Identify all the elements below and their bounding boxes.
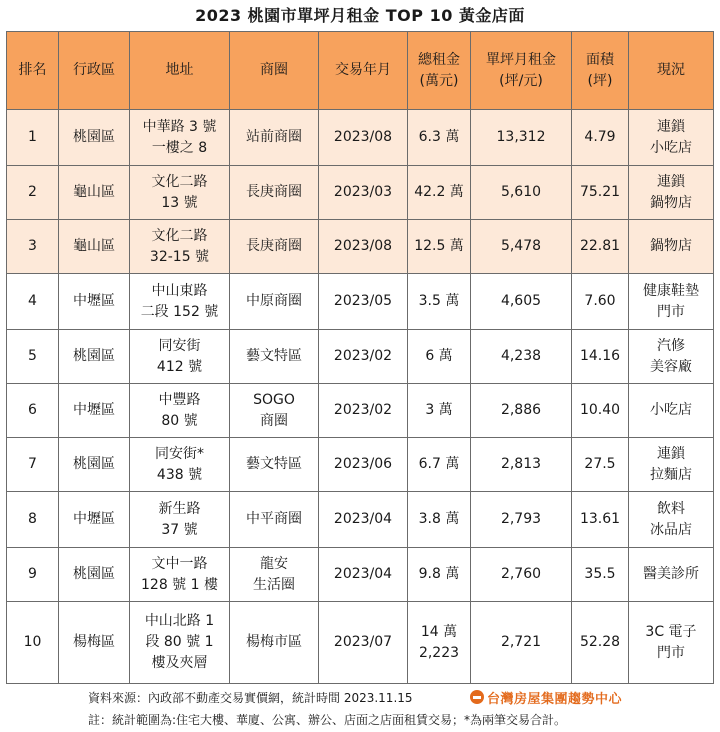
cell-address — [130, 274, 230, 330]
cell-address — [130, 166, 230, 220]
cell-total — [408, 492, 471, 548]
cell-address-line: 段 80 號 1 — [145, 634, 214, 650]
header-perping — [471, 32, 572, 110]
cell-date-line: 2023/02 — [333, 402, 393, 418]
cell-rank-line: 1 — [28, 129, 37, 145]
cell-size — [572, 110, 629, 166]
cell-district-line: 桃園區 — [73, 456, 115, 472]
cell-total-line: 2,223 — [418, 644, 460, 661]
cell-perping — [471, 438, 572, 492]
table-header-row — [7, 32, 714, 110]
cell-size-line: 75.21 — [579, 184, 621, 200]
cell-perping — [471, 330, 572, 384]
cell-size-line: 14.16 — [579, 348, 621, 364]
cell-area-line: 站前商圈 — [246, 129, 302, 145]
cell-status-line: 連鎖 — [657, 118, 685, 135]
header-total-line: 總租金 — [418, 51, 460, 68]
cell-total-line: 6.3 萬 — [418, 129, 460, 145]
header-address-line: 地址 — [165, 62, 194, 78]
header-status — [629, 32, 714, 110]
cell-date — [319, 492, 408, 548]
cell-district-line: 桃園區 — [73, 566, 115, 582]
cell-area — [230, 166, 319, 220]
cell-status — [629, 548, 714, 602]
page-title: 2023 桃園市單坪月租金 TOP 10 黃金店面 — [195, 6, 525, 25]
cell-rank-line: 6 — [28, 402, 37, 418]
cell-address-line: 新生路 — [158, 500, 201, 517]
cell-rank — [7, 166, 59, 220]
cell-area — [230, 602, 319, 684]
cell-perping-line: 4,238 — [500, 348, 542, 364]
table-row — [7, 166, 714, 220]
cell-status-line: 健康鞋墊 — [643, 282, 699, 299]
header-district-line: 行政區 — [73, 62, 115, 78]
cell-area-line: 中原商圈 — [246, 293, 302, 309]
cell-status-line: 門市 — [657, 303, 685, 320]
cell-perping-line: 13,312 — [496, 129, 546, 145]
header-status-line: 現況 — [657, 62, 685, 78]
table-row — [7, 384, 714, 438]
cell-address-line: 文中一路 — [151, 555, 208, 572]
cell-total-line: 42.2 萬 — [414, 184, 464, 200]
cell-size-line: 27.5 — [584, 456, 616, 472]
cell-district — [59, 220, 130, 274]
cell-rank-line: 9 — [28, 566, 37, 582]
cell-date-line: 2023/04 — [333, 511, 393, 527]
header-rank-line: 排名 — [18, 62, 47, 78]
cell-perping-line: 2,886 — [500, 402, 542, 418]
cell-address-line: 13 號 — [161, 194, 198, 211]
cell-date-line: 2023/08 — [333, 238, 393, 254]
cell-size-line: 4.79 — [584, 129, 616, 145]
cell-rank-line: 2 — [28, 184, 37, 200]
cell-address-line: 同安街 — [158, 337, 201, 354]
cell-date — [319, 602, 408, 684]
cell-district — [59, 492, 130, 548]
cell-district — [59, 384, 130, 438]
company-logo — [470, 688, 622, 706]
cell-date-line: 2023/04 — [333, 566, 393, 582]
cell-perping — [471, 602, 572, 684]
cell-status-line: 鍋物店 — [650, 194, 692, 211]
cell-date-line: 2023/08 — [333, 129, 393, 145]
cell-area-line: 長庚商圈 — [246, 184, 302, 200]
header-total — [408, 32, 471, 110]
cell-total-line: 6 萬 — [425, 348, 453, 364]
cell-district — [59, 602, 130, 684]
cell-size-line: 13.61 — [579, 511, 621, 527]
cell-perping-line: 5,610 — [500, 184, 542, 200]
cell-address-line: 80 號 — [161, 412, 198, 429]
cell-perping — [471, 492, 572, 548]
cell-district-line: 中壢區 — [73, 402, 115, 418]
header-rank — [7, 32, 59, 110]
cell-total — [408, 602, 471, 684]
cell-size-line: 10.40 — [579, 402, 621, 418]
data-source-text: 資料來源：內政部不動產交易實價網，統計時間 2023.11.15 — [88, 691, 413, 705]
cell-total — [408, 384, 471, 438]
header-size-line: (坪) — [587, 72, 613, 89]
cell-size — [572, 220, 629, 274]
cell-address-line: 32-15 號 — [149, 248, 210, 265]
cell-total-line: 6.7 萬 — [418, 456, 460, 472]
cell-district — [59, 330, 130, 384]
cell-status-line: 拉麵店 — [650, 466, 692, 483]
cell-date — [319, 330, 408, 384]
cell-status-line: 美容廠 — [650, 358, 692, 375]
cell-perping-line: 2,721 — [500, 634, 542, 650]
cell-address-line: 文化二路 — [151, 227, 208, 244]
cell-date-line: 2023/02 — [333, 348, 393, 364]
cell-area-line: SOGO — [253, 391, 295, 408]
table-row — [7, 602, 714, 684]
cell-rank-line: 10 — [23, 634, 42, 650]
cell-size — [572, 166, 629, 220]
cell-total-line: 3 萬 — [425, 402, 453, 418]
cell-status — [629, 438, 714, 492]
cell-address-line: 中華路 3 號 — [142, 118, 217, 135]
cell-rank — [7, 384, 59, 438]
cell-size — [572, 274, 629, 330]
table-row — [7, 330, 714, 384]
cell-size-line: 22.81 — [579, 238, 621, 254]
cell-district-line: 龜山區 — [73, 238, 115, 254]
cell-address-line: 中山東路 — [151, 282, 208, 299]
cell-size — [572, 602, 629, 684]
cell-district-line: 龜山區 — [73, 184, 115, 200]
logo-icon — [470, 690, 484, 704]
cell-address-line: 中豐路 — [158, 391, 201, 408]
cell-address — [130, 438, 230, 492]
cell-total — [408, 166, 471, 220]
footnote-text: 註：統計範圍為:住宅大樓、華廈、公寓、辦公、店面之店面租賃交易；*為兩筆交易合計。 — [88, 713, 567, 727]
cell-rank — [7, 110, 59, 166]
cell-area — [230, 438, 319, 492]
cell-address-line: 中山北路 1 — [144, 613, 215, 629]
cell-status-line: 醫美診所 — [643, 566, 699, 582]
cell-address-line: 二段 152 號 — [140, 303, 219, 320]
cell-date — [319, 548, 408, 602]
cell-total — [408, 274, 471, 330]
cell-date — [319, 166, 408, 220]
cell-total — [408, 110, 471, 166]
cell-address — [130, 220, 230, 274]
logo-text: 台灣房屋集團趨勢中心 — [487, 691, 623, 707]
cell-area-line: 藝文特區 — [246, 348, 302, 364]
cell-address-line: 文化二路 — [151, 173, 208, 190]
cell-perping-line: 5,478 — [500, 238, 542, 254]
cell-area-line: 長庚商圈 — [246, 238, 302, 254]
cell-rank-line: 7 — [28, 456, 37, 472]
cell-date-line: 2023/07 — [333, 634, 393, 650]
cell-rank — [7, 438, 59, 492]
cell-address-line: 37 號 — [161, 521, 198, 538]
cell-size — [572, 384, 629, 438]
cell-area — [230, 548, 319, 602]
cell-total — [408, 438, 471, 492]
cell-address — [130, 110, 230, 166]
cell-address-line: 樓及夾層 — [151, 655, 208, 671]
cell-total-line: 12.5 萬 — [414, 238, 464, 254]
cell-status-line: 3C 電子 — [645, 623, 697, 640]
cell-address-line: 同安街* — [155, 445, 204, 462]
header-area — [230, 32, 319, 110]
header-address — [130, 32, 230, 110]
cell-total — [408, 220, 471, 274]
cell-status-line: 連鎖 — [657, 173, 685, 190]
cell-rank — [7, 492, 59, 548]
cell-perping-line: 4,605 — [500, 293, 542, 309]
cell-rank-line: 5 — [28, 348, 37, 364]
cell-date — [319, 274, 408, 330]
cell-date — [319, 110, 408, 166]
cell-perping — [471, 274, 572, 330]
cell-address — [130, 602, 230, 684]
cell-address — [130, 384, 230, 438]
cell-perping — [471, 384, 572, 438]
cell-rank — [7, 274, 59, 330]
cell-area — [230, 110, 319, 166]
cell-perping-line: 2,813 — [500, 456, 542, 472]
cell-address — [130, 330, 230, 384]
cell-area — [230, 492, 319, 548]
header-size — [572, 32, 629, 110]
cell-date-line: 2023/03 — [333, 184, 393, 200]
cell-size-line: 52.28 — [579, 634, 621, 650]
cell-status-line: 冰品店 — [650, 521, 692, 538]
cell-status — [629, 330, 714, 384]
cell-district — [59, 438, 130, 492]
cell-district-line: 楊梅區 — [73, 634, 115, 650]
cell-address-line: 438 號 — [156, 466, 203, 483]
cell-status — [629, 274, 714, 330]
cell-size — [572, 330, 629, 384]
cell-rank-line: 3 — [28, 238, 37, 254]
cell-area-line: 楊梅市區 — [246, 634, 302, 650]
cell-size — [572, 492, 629, 548]
cell-rank-line: 4 — [28, 293, 37, 309]
cell-perping — [471, 166, 572, 220]
table-row — [7, 274, 714, 330]
table-row — [7, 548, 714, 602]
cell-district — [59, 274, 130, 330]
cell-status-line: 飲料 — [657, 500, 685, 517]
header-date-line: 交易年月 — [335, 62, 391, 78]
cell-perping-line: 2,760 — [500, 566, 542, 582]
cell-date — [319, 438, 408, 492]
cell-status-line: 小吃店 — [650, 402, 692, 418]
cell-rank — [7, 330, 59, 384]
cell-perping — [471, 220, 572, 274]
cell-date-line: 2023/05 — [333, 293, 393, 309]
cell-total-line: 9.8 萬 — [418, 566, 460, 582]
cell-total-line: 3.8 萬 — [418, 511, 460, 527]
cell-area-line: 龍安 — [260, 555, 288, 572]
header-area-line: 商圈 — [260, 62, 288, 78]
rent-ranking-table — [6, 31, 714, 684]
cell-status-line: 汽修 — [657, 337, 685, 354]
table-row — [7, 438, 714, 492]
cell-area-line: 商圈 — [260, 412, 288, 429]
cell-status — [629, 166, 714, 220]
cell-perping — [471, 110, 572, 166]
cell-area-line: 藝文特區 — [246, 456, 302, 472]
cell-address-line: 412 號 — [156, 358, 203, 375]
cell-size — [572, 438, 629, 492]
cell-district-line: 桃園區 — [73, 129, 115, 145]
cell-status-line: 連鎖 — [657, 445, 685, 462]
cell-status — [629, 110, 714, 166]
cell-size — [572, 548, 629, 602]
cell-district — [59, 548, 130, 602]
cell-status — [629, 220, 714, 274]
cell-area-line: 生活圈 — [253, 576, 295, 593]
cell-total-line: 14 萬 — [420, 623, 458, 640]
cell-district-line: 桃園區 — [73, 348, 115, 364]
cell-size-line: 7.60 — [584, 293, 616, 309]
cell-status-line: 小吃店 — [650, 139, 692, 156]
cell-area — [230, 384, 319, 438]
header-size-line: 面積 — [586, 51, 614, 68]
cell-date — [319, 220, 408, 274]
header-perping-line: 單坪月租金 — [486, 51, 556, 68]
header-total-line: (萬元) — [419, 72, 459, 89]
cell-district — [59, 110, 130, 166]
cell-total — [408, 548, 471, 602]
cell-address — [130, 548, 230, 602]
header-date — [319, 32, 408, 110]
cell-area-line: 中平商圈 — [246, 511, 302, 527]
cell-size-line: 35.5 — [584, 566, 616, 582]
cell-address-line: 一樓之 8 — [151, 139, 208, 156]
cell-status — [629, 384, 714, 438]
cell-date-line: 2023/06 — [333, 456, 393, 472]
cell-area — [230, 330, 319, 384]
cell-status — [629, 492, 714, 548]
cell-perping-line: 2,793 — [500, 511, 542, 527]
cell-date — [319, 384, 408, 438]
cell-status-line: 門市 — [657, 644, 685, 661]
cell-total-line: 3.5 萬 — [418, 293, 460, 309]
table-row — [7, 220, 714, 274]
cell-perping — [471, 548, 572, 602]
cell-district-line: 中壢區 — [73, 293, 115, 309]
header-perping-line: (坪/元) — [499, 72, 543, 89]
cell-status-line: 鍋物店 — [650, 238, 692, 254]
cell-area — [230, 220, 319, 274]
cell-total — [408, 330, 471, 384]
cell-rank-line: 8 — [28, 511, 37, 527]
cell-address — [130, 492, 230, 548]
cell-rank — [7, 602, 59, 684]
cell-district — [59, 166, 130, 220]
table-row — [7, 492, 714, 548]
cell-status — [629, 602, 714, 684]
header-district — [59, 32, 130, 110]
cell-district-line: 中壢區 — [73, 511, 115, 527]
cell-rank — [7, 220, 59, 274]
cell-address-line: 128 號 1 樓 — [141, 576, 218, 593]
table-row — [7, 110, 714, 166]
cell-rank — [7, 548, 59, 602]
cell-area — [230, 274, 319, 330]
